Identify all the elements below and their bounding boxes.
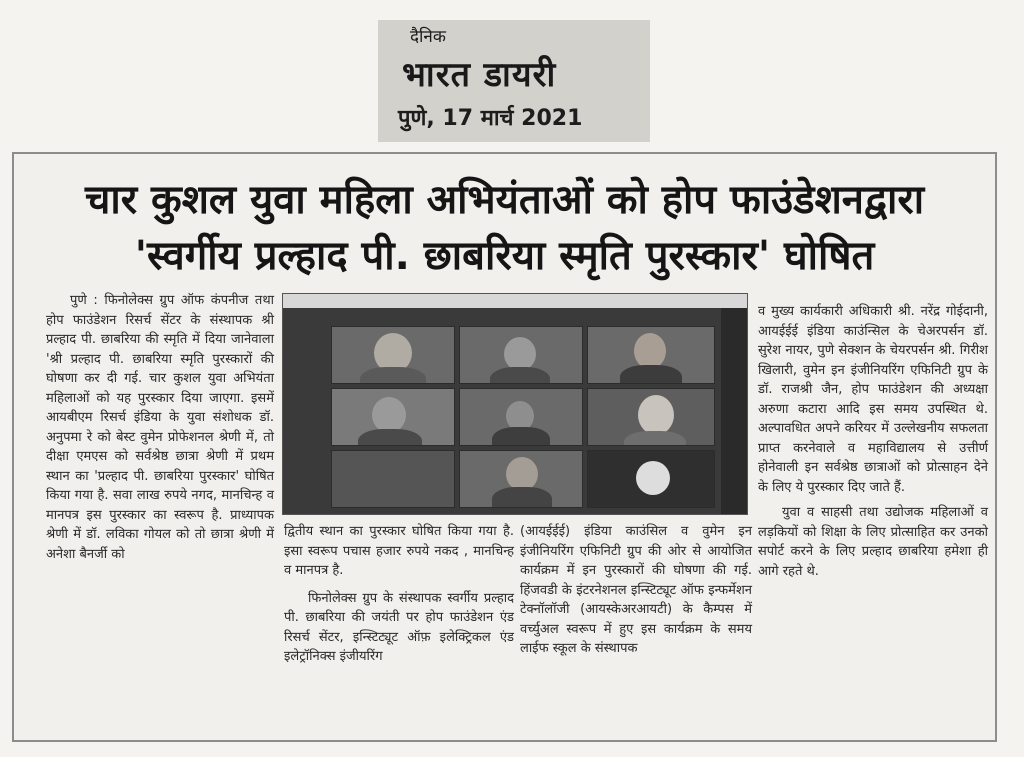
- newspaper-masthead: [378, 20, 650, 142]
- headline-line-1: चार कुशल युवा महिला अभियंताओं को होप फाउंडेशनद्वारा: [84, 177, 925, 223]
- column-4-paragraph-2: युवा व साहसी तथा उद्योजक महिलाओं व लड़कियों को शिक्षा के लिए प्रोत्साहित कर उनको सपोर्ट करने के लिए प्रल्हाद छाबरिया हमेशा ही आगे रहते थे.: [758, 505, 988, 579]
- headline-line-2: 'स्वर्गीय प्रल्हाद पी. छाबरिया स्मृति पुरस्कार' घोषित: [134, 233, 875, 279]
- participant-tile: [331, 326, 455, 384]
- masthead-dateline: पुणे, 17 मार्च 2021: [398, 106, 583, 131]
- participant-tile: [587, 450, 715, 508]
- column-1-text: पुणे : फिनोलेक्स ग्रुप ऑफ कंपनीज तथा होप फाउंडेशन रिसर्च सेंटर के संस्थापक श्री प्रल्हाद पी. छाबरिया की स्मृति में दिया जानेवाला 'श्री प्रल्हाद पी. छाबरिया स्मृति पुरस्कारों की घोषणा कर दी गई. चार कुशल युवा अभियंता महिलाओं को यह पुरस्कार दिया जाएगा. इसमें आयबीएम रिसर्च इंडिया के युवा संशोधक डॉ. अनुपमा रे को बेस्ट वुमेन प्रोफेशनल श्रेणी में, तो दीक्षा एमएस को सर्वश्रेष्ठ छात्रा श्रेणी में प्रथम स्थान का 'प्रल्हाद पी. छाबरिया पुरस्कार' घोषित किया गया है. सवा लाख रुपये नगद, मानचिन्ह व मानपत्र इस पुरस्कार का स्वरूप है. प्राध्यापक श्रेणी में डॉ. लविका गोयल को तो छात्रा श्रेणी में अनेशा बैनर्जी को: [46, 293, 274, 562]
- participant-tile: [331, 388, 455, 446]
- column-4-paragraph-1: व मुख्य कार्यकारी अधिकारी श्री. नरेंद्र गोईदानी, आयईईई इंडिया काउंन्सिल के चेअरपर्सन डॉ. सुरेश नायर, पुणे सेक्शन के चेयरपर्सन श्री. गिरीश खिलारी, वुमेन इन इंजीनियरिंग एफिनिटी ग्रुप के डॉ. राजश्री जैन, होप फाउंडेशन की अध्यक्षा अरुणा कटारा आदि इस समय उपस्थित थे. अल्पावधित अपने करियर में उल्लेखनीय सफलता प्राप्त करनेवाले व महाविद्यालय से उत्तीर्ण होनेवाली इन सर्वश्रेष्ठ छात्राओं को प्रोत्साहन देने के लिए ये पुरस्कार दिए जाते हैं.: [758, 304, 988, 495]
- column-2-paragraph-2: फिनोलेक्स ग्रुप के संस्थापक स्वर्गीय प्रल्हाद पी. छाबरिया की जयंती पर होप फाउंडेशन एंड रिसर्च सेंटर, इन्स्टिट्यूट ऑफ़ इलेक्ट्रिकल एंड इलेट्रॉनिक्स इंजीयरिंग: [284, 590, 514, 664]
- article-column-4: [758, 302, 988, 581]
- masthead-daily: दैनिक: [410, 27, 446, 47]
- column-2-paragraph-1: द्वितीय स्थान का पुरस्कार घोषित किया गया है. इसा स्वरूप पचास हजार रुपये नकद , मानचिन्ह व मानपत्र है.: [284, 524, 514, 578]
- participant-tile: [459, 450, 583, 508]
- participant-tile: [459, 388, 583, 446]
- participant-tile: [587, 388, 715, 446]
- participant-tile: [331, 450, 455, 508]
- video-conference-photo: [282, 293, 748, 515]
- browser-bar: [283, 294, 747, 308]
- article-column-1: [46, 291, 274, 564]
- participant-tile: [459, 326, 583, 384]
- sidebar-panel: [721, 308, 747, 515]
- column-3-text: (आयईईई) इंडिया काउंसिल व वुमेन इन इंजीनियरिंग एफिनिटी ग्रुप की ओर से आयोजित कार्यक्रम में इन पुरस्कारों की घोषणा की गई. हिंजवडी के इंटरनेशनल इन्स्टिट्यूट ऑफ इन्फर्मेशन टेक्नॉलॉजी (आयस्केअरआयटी) के कैम्पस में वर्च्युअल स्वरूप में हुए इस कार्यक्रम के समय लाईफ स्कूल के संस्थापक: [520, 524, 752, 656]
- participant-tile: [587, 326, 715, 384]
- news-article: [12, 152, 997, 742]
- article-column-2: [284, 522, 514, 667]
- masthead-name: भारत डायरी: [402, 55, 557, 95]
- article-column-3: [520, 522, 752, 659]
